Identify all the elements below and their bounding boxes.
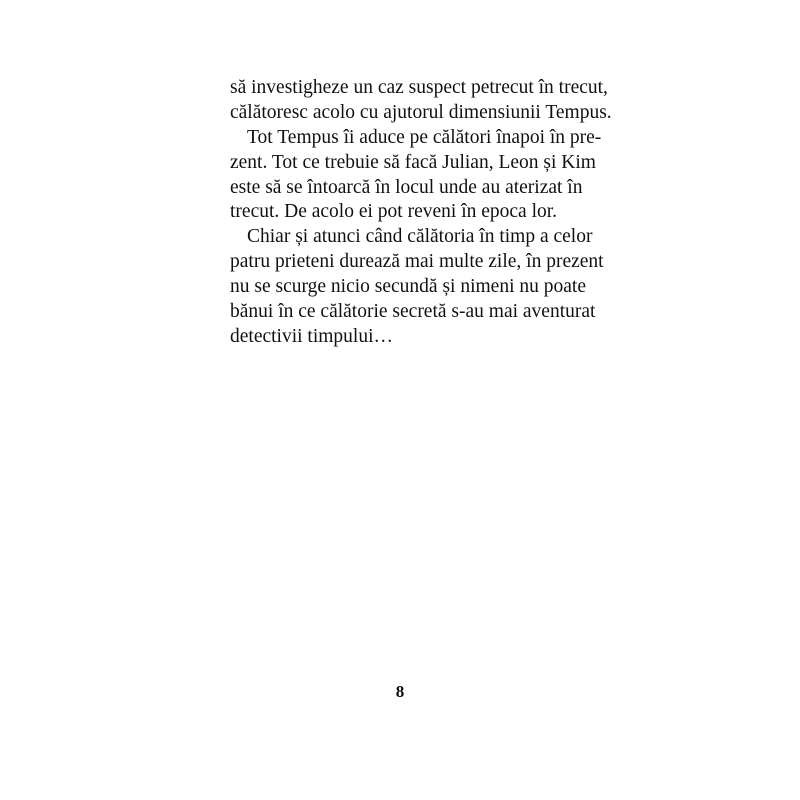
text-line: să investigheze un caz suspect petrecut în trecut, — [230, 77, 608, 98]
page-number: 8 — [395, 682, 405, 701]
text-line: Chiar și atunci când călătoria în timp a celor — [247, 226, 593, 248]
text-line: trecut. De acolo ei pot reveni în epoca lor. — [230, 201, 558, 223]
body-text — [230, 76, 612, 350]
paragraph-1 — [230, 76, 612, 126]
paragraph-2 — [230, 126, 602, 226]
text-line: zent. Tot ce trebuie să facă Julian, Leon și Kim — [230, 151, 596, 173]
paragraph-3 — [230, 225, 604, 349]
text-line: detectivii timpului… — [230, 325, 394, 347]
text-line: Tot Tempus îi aduce pe călători înapoi în pre- — [247, 126, 602, 148]
text-line: călătoresc acolo cu ajutorul dimensiunii Tempus. — [230, 101, 612, 123]
text-line: nu se scurge nicio secundă și nimeni nu poate — [230, 276, 586, 298]
text-line: este să se întoarcă în locul unde au aterizat în — [230, 176, 583, 198]
text-line: patru prieteni durează mai multe zile, în prezent — [230, 251, 604, 273]
text-line: bănui în ce călătorie secretă s-au mai aventurat — [230, 301, 596, 323]
